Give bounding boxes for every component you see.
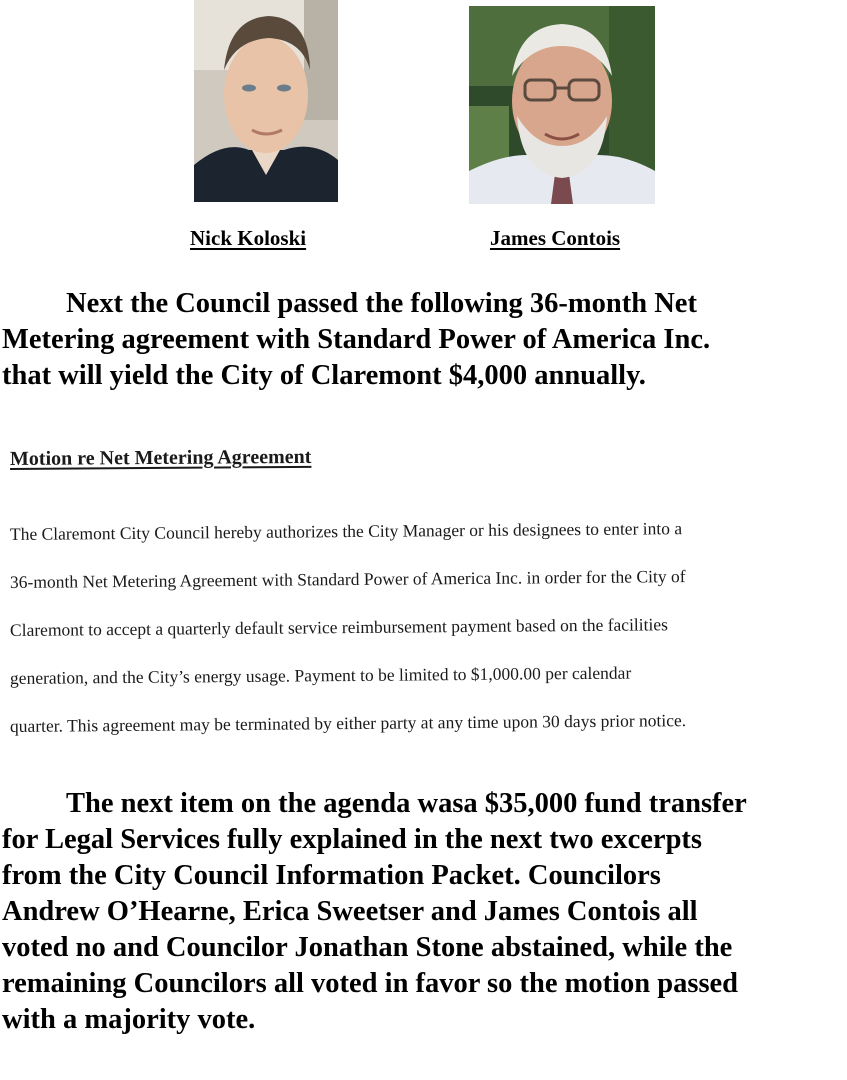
person-caption: Nick Koloski <box>190 226 307 250</box>
nick-koloski-photo <box>194 0 338 202</box>
paragraph-line: from the City Council Information Packet. Councilors <box>2 860 661 891</box>
person-caption: James Contois <box>490 226 621 250</box>
excerpt-line: quarter. This agreement may be terminated by either party at any time upon 30 days prior notice. <box>9 710 687 736</box>
paragraph-net-metering <box>2 286 847 394</box>
paragraph-line: for Legal Services fully explained in the next two excerpts <box>2 824 703 855</box>
paragraph-line: remaining Councilors all voted in favor so the motion passed <box>2 968 739 999</box>
paragraph-fund-transfer <box>2 786 847 1038</box>
motion-title: Motion re Net Metering Agreement <box>9 445 312 470</box>
paragraph-line: Next the Council passed the following 36-month Net <box>66 288 697 319</box>
paragraph-line: The next item on the agenda wasa $35,000 fund transfer <box>66 788 747 819</box>
paragraph-line: that will yield the City of Claremont $4,000 annually. <box>2 360 646 391</box>
excerpt-line: The Claremont City Council hereby authorizes the City Manager or his designees to enter into a <box>9 518 683 544</box>
excerpt-line: generation, and the City’s energy usage. Payment to be limited to $1,000.00 per calendar <box>9 662 632 688</box>
paragraph-line: voted no and Councilor Jonathan Stone abstained, while the <box>2 932 733 963</box>
excerpt-line: Claremont to accept a quarterly default service reimbursement payment based on the facilities <box>9 614 668 640</box>
paragraph-line: with a majority vote. <box>2 1004 256 1035</box>
excerpt-line: 36-month Net Metering Agreement with Standard Power of America Inc. in order for the City of <box>9 566 686 592</box>
james-contois-photo <box>469 6 655 204</box>
paragraph-line: Metering agreement with Standard Power of America Inc. <box>2 324 711 355</box>
paragraph-line: Andrew O’Hearne, Erica Sweetser and James Contois all <box>2 896 698 927</box>
